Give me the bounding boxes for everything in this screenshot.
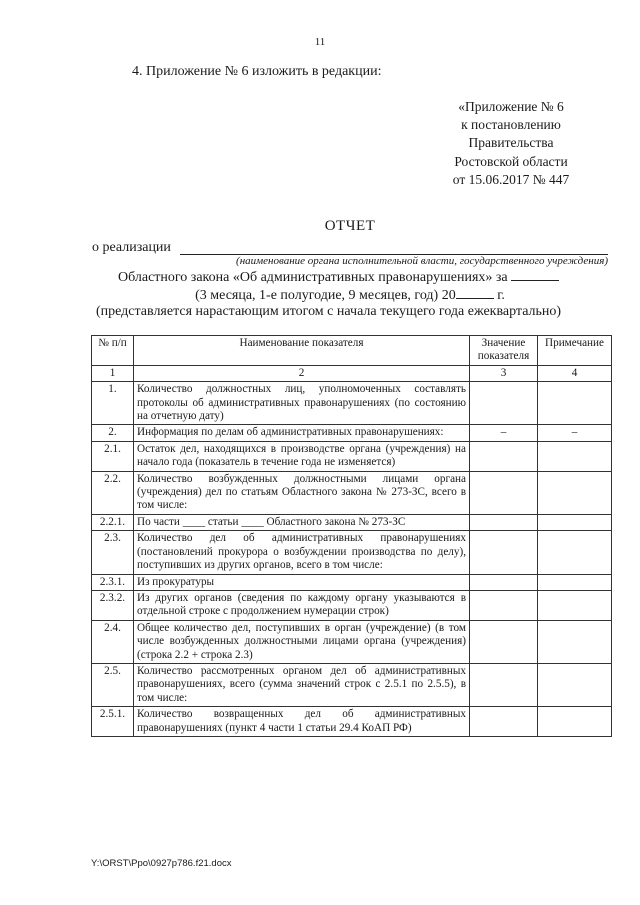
- file-path: Y:\ORST\Ppo\0927p786.f21.docx: [91, 858, 232, 869]
- row-number: 2.2.1.: [92, 514, 134, 530]
- indicator-value: [470, 531, 538, 574]
- period-line: [0, 286, 640, 304]
- indicator-value: [470, 441, 538, 471]
- annex-line: Ростовской области: [454, 153, 568, 169]
- year-suffix: г.: [497, 288, 505, 303]
- indicator-value: –: [470, 425, 538, 441]
- header-name: Наименование показателя: [134, 336, 470, 366]
- indicator-value: [470, 471, 538, 514]
- table-row: [92, 590, 612, 620]
- table-row: [92, 514, 612, 530]
- table-row: [92, 441, 612, 471]
- indicator-name: Количество рассмотренных органом дел об административных правонарушениях, всего (сумма значений строк с 2.5.1 по 2.5.5), в том числе:: [134, 663, 470, 706]
- indicator-name: Количество дел об административных правонарушениях (постановлений прокурора о возбуждении производства по делу), поступивших из других органов, всего в том числе:: [134, 531, 470, 574]
- indicator-note: [538, 707, 612, 737]
- indicator-name: Общее количество дел, поступивших в орган (учреждение) (в том числе возбужденных должностными лицами органа (учреждения) (строка 2.2 + строка 2.3): [134, 620, 470, 663]
- law-line: [118, 268, 559, 286]
- row-number: 2.3.: [92, 531, 134, 574]
- row-number: 1.: [92, 382, 134, 425]
- row-number: 2.1.: [92, 441, 134, 471]
- col-number: 3: [470, 365, 538, 381]
- period-blank: [511, 268, 559, 281]
- table-row: [92, 663, 612, 706]
- report-table: [91, 335, 612, 737]
- indicator-note: [538, 531, 612, 574]
- amendment-intro: 4. Приложение № 6 изложить в редакции:: [132, 64, 382, 79]
- row-number: 2.3.2.: [92, 590, 134, 620]
- row-number: 2.2.: [92, 471, 134, 514]
- table-row: [92, 531, 612, 574]
- realization-prefix: о реализации: [92, 240, 171, 255]
- indicator-value: [470, 707, 538, 737]
- indicator-name: По части ____ статьи ____ Областного закона № 273-ЗС: [134, 514, 470, 530]
- indicator-value: [470, 382, 538, 425]
- indicator-note: [538, 382, 612, 425]
- period-text: (3 месяца, 1-е полугодие, 9 месяцев, год) 20: [195, 288, 456, 303]
- indicator-note: [538, 620, 612, 663]
- col-number: 2: [134, 365, 470, 381]
- indicator-name: Из прокуратуры: [134, 574, 470, 590]
- table-row: [92, 574, 612, 590]
- law-text: Областного закона «Об административных правонарушениях» за: [118, 270, 508, 285]
- indicator-name: Количество возвращенных дел об административных правонарушениях (пункт 4 части 1 статьи 29.4 КоАП РФ): [134, 707, 470, 737]
- annex-line: от 15.06.2017 № 447: [452, 171, 570, 187]
- indicator-value: [470, 590, 538, 620]
- header-num: № п/п: [92, 336, 134, 366]
- header-value: Значение показателя: [470, 336, 538, 366]
- row-number: 2.5.1.: [92, 707, 134, 737]
- organ-name-note: (наименование органа исполнительной власти, государственного учреждения): [236, 255, 608, 267]
- row-number: 2.: [92, 425, 134, 441]
- indicator-value: [470, 514, 538, 530]
- header-note: Примечание: [538, 336, 612, 366]
- annex-line: «Приложение № 6: [458, 99, 564, 114]
- row-number: 2.5.: [92, 663, 134, 706]
- cumulative-note: (представляется нарастающим итогом с начала текущего года ежеквартально): [96, 304, 562, 319]
- indicator-value: [470, 574, 538, 590]
- indicator-note: –: [538, 425, 612, 441]
- indicator-note: [538, 590, 612, 620]
- table-row: [92, 382, 612, 425]
- indicator-name: Из других органов (сведения по каждому органу указываются в отдельной строке с продолжением нумерации строк): [134, 590, 470, 620]
- annex-header: [440, 98, 582, 189]
- indicator-value: [470, 663, 538, 706]
- col-number: 1: [92, 365, 134, 381]
- indicator-value: [470, 620, 538, 663]
- indicator-name: Количество возбужденных должностными лицами органа (учреждения) дел по статьям Областного закона № 273-ЗС, всего в том числе:: [134, 471, 470, 514]
- row-number: 2.3.1.: [92, 574, 134, 590]
- indicator-note: [538, 663, 612, 706]
- indicator-note: [538, 471, 612, 514]
- indicator-name: Остаток дел, находящихся в производстве органа (учреждения) на начало года (показатель в течение года не изменяется): [134, 441, 470, 471]
- indicator-name: Информация по делам об административных правонарушениях:: [134, 425, 470, 441]
- report-title: ОТЧЕТ: [324, 218, 376, 234]
- annex-line: Правительства: [468, 135, 554, 151]
- annex-line: к постановлению: [461, 117, 561, 133]
- header-row: [92, 336, 612, 366]
- indicator-note: [538, 441, 612, 471]
- col-number: 4: [538, 365, 612, 381]
- table-body: [92, 382, 612, 737]
- table-row: [92, 425, 612, 441]
- page-number: 11: [314, 36, 326, 48]
- table-row: [92, 620, 612, 663]
- row-number: 2.4.: [92, 620, 134, 663]
- table-row: [92, 707, 612, 737]
- column-number-row: [92, 365, 612, 381]
- indicator-note: [538, 574, 612, 590]
- table-row: [92, 471, 612, 514]
- year-blank: [456, 286, 494, 299]
- indicator-name: Количество должностных лиц, уполномоченных составлять протоколы об административных правонарушениях (по состоянию на отчетную дату): [134, 382, 470, 425]
- indicator-note: [538, 514, 612, 530]
